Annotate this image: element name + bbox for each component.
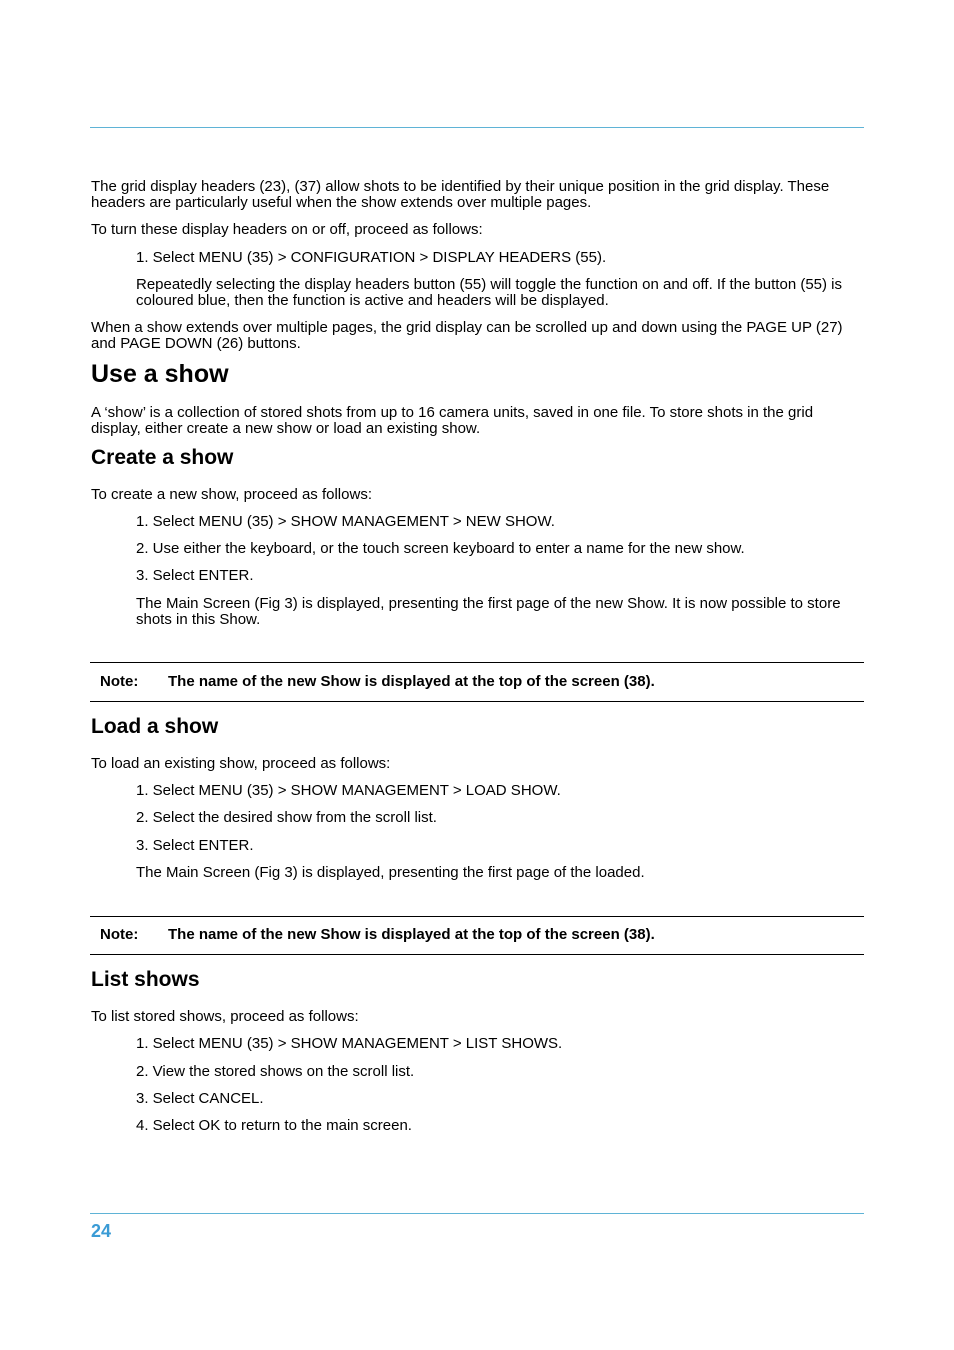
section-heading-create-show: Create a show: [91, 446, 234, 469]
create-show-result: The Main Screen (Fig 3) is displayed, presenting the first page of the new Show. It is now possible to store shots in this Show.: [136, 595, 841, 628]
intro-lead: To turn these display headers on or off, proceed as follows:: [91, 221, 483, 238]
note-text: The name of the new Show is displayed at the top of the screen (38).: [168, 673, 655, 690]
use-show-paragraph: A ‘show’ is a collection of stored shots from up to 16 camera units, saved in one file. To store shots in the grid display, either create a new show or load an existing show.: [91, 404, 814, 437]
note-box: [90, 662, 864, 702]
intro-paragraph: The grid display headers (23), (37) allow shots to be identified by their unique position in the grid display. These headers are particularly useful when the show extends over multiple pages.: [91, 178, 830, 211]
create-show-step: 1. Select MENU (35) > SHOW MANAGEMENT > NEW SHOW.: [136, 513, 555, 530]
intro-step-1-note: Repeatedly selecting the display headers button (55) will toggle the function on and off. If the button (55) is coloured blue, then the function is active and headers will be displayed.: [136, 276, 843, 309]
intro-step-1: 1. Select MENU (35) > CONFIGURATION > DISPLAY HEADERS (55).: [136, 249, 607, 266]
section-heading-use-show: Use a show: [91, 360, 229, 388]
create-show-step: 2. Use either the keyboard, or the touch screen keyboard to enter a name for the new show.: [136, 540, 745, 557]
load-show-lead: To load an existing show, proceed as follows:: [91, 755, 391, 772]
footer-rule: [90, 1213, 864, 1214]
header-rule: [90, 127, 864, 128]
create-show-lead: To create a new show, proceed as follows:: [91, 486, 372, 503]
list-shows-step: 2. View the stored shows on the scroll list.: [136, 1063, 415, 1080]
load-show-result: The Main Screen (Fig 3) is displayed, presenting the first page of the loaded.: [136, 864, 645, 881]
load-show-step: 1. Select MENU (35) > SHOW MANAGEMENT > LOAD SHOW.: [136, 782, 561, 799]
page-number: 24: [91, 1221, 112, 1241]
note-text: The name of the new Show is displayed at the top of the screen (38).: [168, 926, 655, 943]
list-shows-step: 3. Select CANCEL.: [136, 1090, 264, 1107]
create-show-step: 3. Select ENTER.: [136, 567, 254, 584]
note-label: Note:: [100, 926, 139, 943]
list-shows-lead: To list stored shows, proceed as follows:: [91, 1008, 359, 1025]
note-box: [90, 916, 864, 955]
load-show-step: 2. Select the desired show from the scroll list.: [136, 809, 437, 826]
note-label: Note:: [100, 673, 139, 690]
load-show-step: 3. Select ENTER.: [136, 837, 254, 854]
section-heading-load-show: Load a show: [91, 715, 219, 738]
list-shows-step: 1. Select MENU (35) > SHOW MANAGEMENT > LIST SHOWS.: [136, 1035, 563, 1052]
section-heading-list-shows: List shows: [91, 968, 200, 991]
list-shows-step: 4. Select OK to return to the main screen.: [136, 1117, 412, 1134]
paging-paragraph: When a show extends over multiple pages, the grid display can be scrolled up and down using the PAGE UP (27) and PAGE DOWN (26) buttons.: [91, 319, 843, 352]
